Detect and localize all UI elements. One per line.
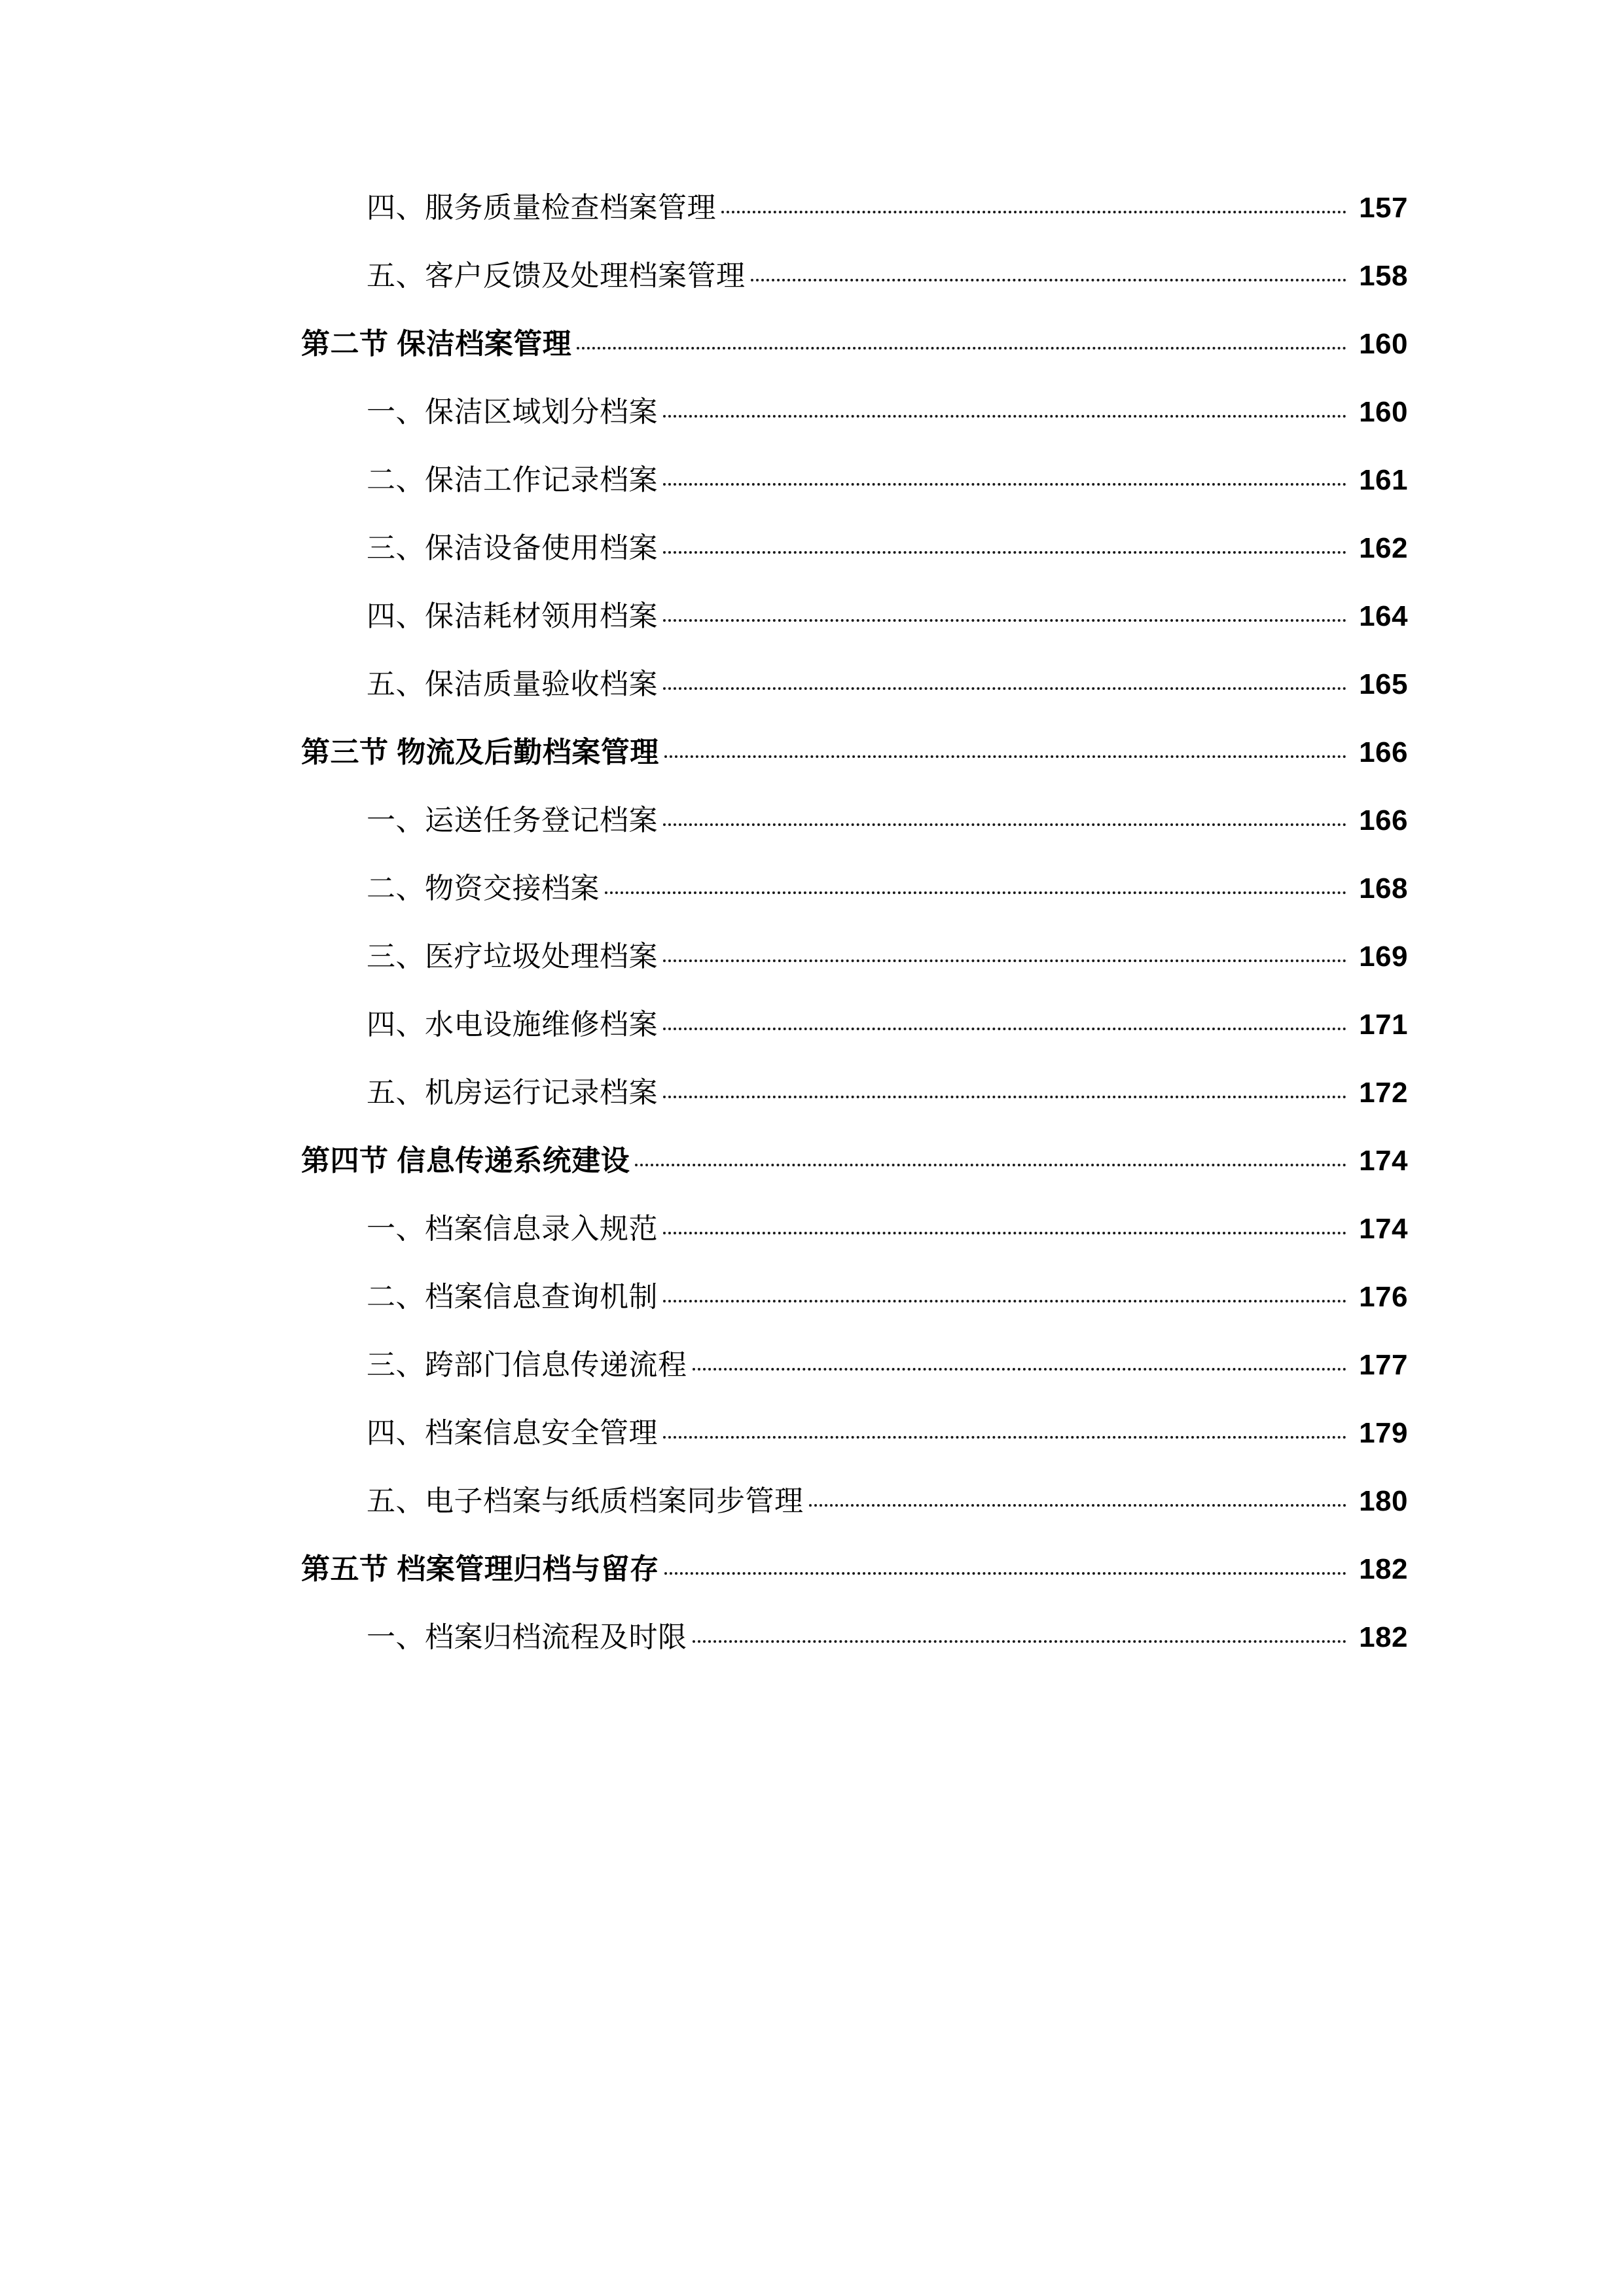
toc-leader-dots <box>664 746 1346 758</box>
toc-entry-page-number: 177 <box>1359 1349 1408 1381</box>
toc-entry-title: 一、保洁区域划分档案 <box>367 396 658 428</box>
toc-entry-title: 五、机房运行记录档案 <box>367 1077 658 1109</box>
toc-entry-title: 三、跨部门信息传递流程 <box>367 1349 687 1381</box>
toc-entry[interactable] <box>301 1143 1408 1179</box>
toc-entry[interactable] <box>301 734 1408 770</box>
toc-entry-page-number: 162 <box>1359 532 1408 564</box>
toc-entry-title: 第二节 保洁档案管理 <box>301 328 572 360</box>
toc-entry-title: 一、档案归档流程及时限 <box>367 1621 687 1653</box>
toc-leader-dots <box>577 338 1346 350</box>
toc-leader-dots <box>809 1495 1347 1507</box>
toc-entry[interactable] <box>301 1551 1408 1587</box>
toc-leader-dots <box>721 202 1346 213</box>
toc-entry-page-number: 158 <box>1359 260 1408 292</box>
toc-entry-page-number: 182 <box>1359 1621 1408 1653</box>
toc-entry[interactable] <box>301 462 1408 498</box>
toc-entry-title: 五、电子档案与纸质档案同步管理 <box>367 1485 804 1517</box>
toc-entry-page-number: 160 <box>1359 328 1408 360</box>
toc-leader-dots <box>663 406 1346 418</box>
toc-entry[interactable] <box>301 530 1408 566</box>
toc-entry[interactable] <box>301 394 1408 430</box>
toc-entry-title: 四、保洁耗材领用档案 <box>367 600 658 632</box>
toc-entry[interactable] <box>301 1415 1408 1451</box>
toc-leader-dots <box>663 1223 1346 1234</box>
toc-leader-dots <box>693 1631 1347 1643</box>
toc-entry-title: 二、物资交接档案 <box>367 872 600 905</box>
toc-leader-dots <box>663 1086 1346 1098</box>
toc-entry[interactable] <box>301 1007 1408 1043</box>
toc-entry-title: 五、保洁质量验收档案 <box>367 668 658 700</box>
toc-entry[interactable] <box>301 598 1408 634</box>
toc-entry-title: 三、医疗垃圾处理档案 <box>367 941 658 973</box>
toc-leader-dots <box>663 542 1346 554</box>
toc-entry-page-number: 166 <box>1359 736 1408 768</box>
toc-entry[interactable] <box>301 1619 1408 1655</box>
toc-entry-title: 二、档案信息查询机制 <box>367 1281 658 1313</box>
toc-entry-title: 第四节 信息传递系统建设 <box>301 1145 630 1177</box>
toc-leader-dots <box>663 814 1346 826</box>
toc-entry[interactable] <box>301 1347 1408 1383</box>
toc-leader-dots <box>605 882 1346 894</box>
toc-leader-dots <box>663 950 1346 962</box>
toc-leader-dots <box>751 270 1347 281</box>
toc-leader-dots <box>663 1018 1346 1030</box>
toc-leader-dots <box>693 1359 1347 1371</box>
toc-entry-title: 四、水电设施维修档案 <box>367 1009 658 1041</box>
toc-entry[interactable] <box>301 190 1408 226</box>
toc-entry-page-number: 176 <box>1359 1281 1408 1313</box>
toc-entry-page-number: 166 <box>1359 804 1408 836</box>
toc-entry[interactable] <box>301 802 1408 838</box>
toc-entry-page-number: 182 <box>1359 1553 1408 1585</box>
toc-entry-title: 一、档案信息录入规范 <box>367 1213 658 1245</box>
toc-leader-dots <box>663 1291 1346 1302</box>
toc-leader-dots <box>664 1563 1346 1575</box>
toc-entry[interactable] <box>301 870 1408 906</box>
toc-entry[interactable] <box>301 1483 1408 1519</box>
toc-entry-page-number: 157 <box>1359 192 1408 224</box>
toc-entry-page-number: 168 <box>1359 872 1408 905</box>
toc-entry-page-number: 169 <box>1359 941 1408 973</box>
toc-leader-dots <box>663 610 1346 622</box>
toc-entry[interactable] <box>301 1279 1408 1315</box>
toc-entry-title: 三、保洁设备使用档案 <box>367 532 658 564</box>
toc-leader-dots <box>663 474 1346 486</box>
toc-entry-title: 五、客户反馈及处理档案管理 <box>367 260 746 292</box>
toc-entry-page-number: 165 <box>1359 668 1408 700</box>
toc-entry-page-number: 161 <box>1359 464 1408 496</box>
table-of-contents <box>301 190 1408 1655</box>
toc-entry-page-number: 180 <box>1359 1485 1408 1517</box>
toc-entry-page-number: 174 <box>1359 1145 1408 1177</box>
toc-entry-page-number: 164 <box>1359 600 1408 632</box>
toc-entry-title: 第三节 物流及后勤档案管理 <box>301 736 659 768</box>
toc-entry-page-number: 179 <box>1359 1417 1408 1449</box>
toc-entry[interactable] <box>301 666 1408 702</box>
toc-entry-title: 一、运送任务登记档案 <box>367 804 658 836</box>
toc-entry-title: 四、档案信息安全管理 <box>367 1417 658 1449</box>
toc-leader-dots <box>663 678 1346 690</box>
toc-leader-dots <box>635 1155 1346 1166</box>
toc-entry-page-number: 171 <box>1359 1009 1408 1041</box>
toc-entry-page-number: 172 <box>1359 1077 1408 1109</box>
toc-entry-title: 二、保洁工作记录档案 <box>367 464 658 496</box>
toc-entry-page-number: 160 <box>1359 396 1408 428</box>
toc-entry[interactable] <box>301 1211 1408 1247</box>
toc-entry[interactable] <box>301 326 1408 362</box>
toc-entry-title: 四、服务质量检查档案管理 <box>367 192 716 224</box>
toc-entry[interactable] <box>301 939 1408 975</box>
toc-entry[interactable] <box>301 258 1408 294</box>
toc-entry[interactable] <box>301 1075 1408 1111</box>
toc-leader-dots <box>663 1427 1346 1439</box>
toc-entry-page-number: 174 <box>1359 1213 1408 1245</box>
toc-entry-title: 第五节 档案管理归档与留存 <box>301 1553 659 1585</box>
